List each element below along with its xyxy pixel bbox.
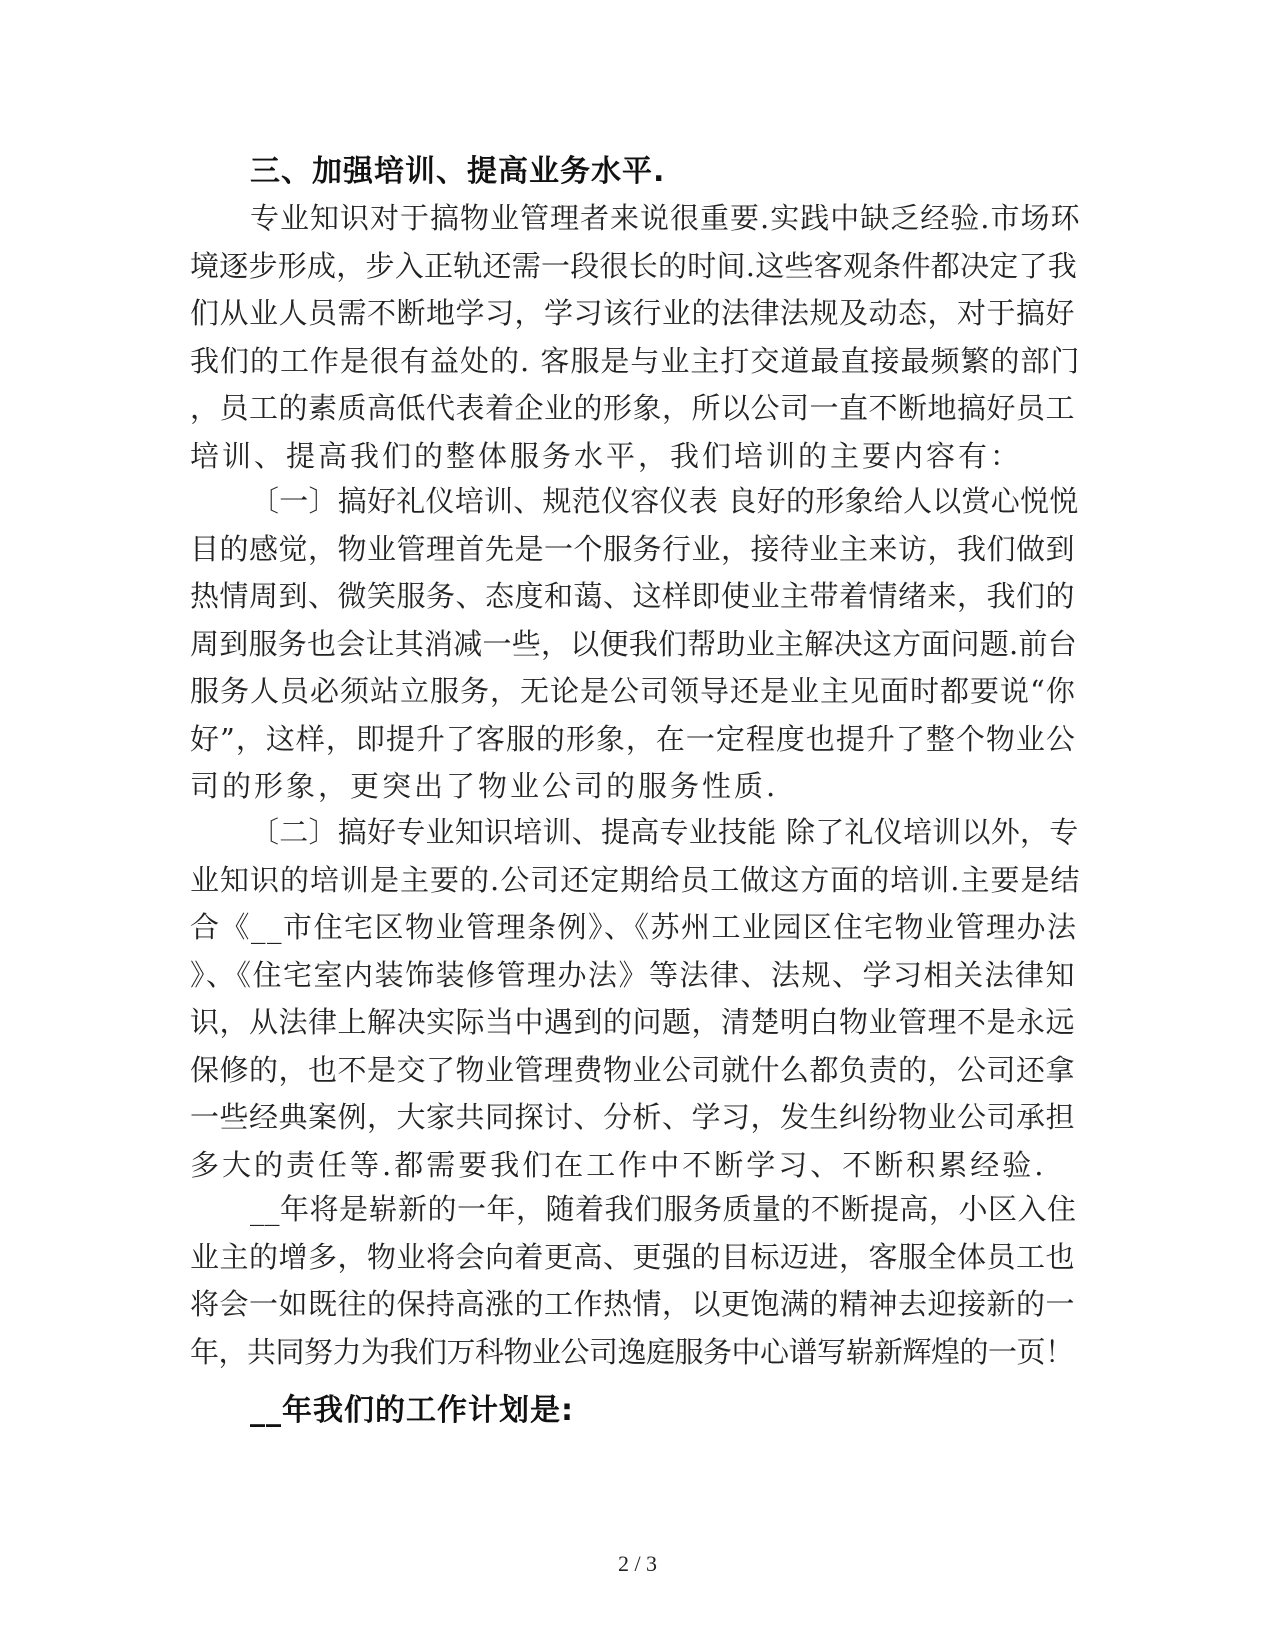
text-line: 〔二〕搞好专业知识培训、提高专业技能 除了礼仪培训以外，专 <box>250 815 1079 849</box>
text-line: 好”，这样，即提升了客服的形象，在一定程度也提升了整个物业公 <box>190 721 1076 756</box>
paragraph-skills-training <box>190 809 1080 1189</box>
text-line: 将会一如既往的保持高涨的工作热情，以更饱满的精神去迎接新的一 <box>190 1287 1076 1321</box>
text-line: 我们的工作是很有益处的. 客服是与业主打交道最直接最频繁的部门 <box>190 343 1081 378</box>
paragraph-professional-knowledge <box>190 195 1080 480</box>
text-line: 司的形象，更突出了物业公司的服务性质. <box>190 769 779 803</box>
text-line: 目的感觉，物业管理首先是一个服务行业，接待业主来访，我们做到 <box>190 531 1076 566</box>
text-line: 业主的增多，物业将会向着更高、更强的目标迈进，客服全体员工也 <box>190 1239 1076 1274</box>
text-line: 们从业人员需不断地学习，学习该行业的法律法规及动态，对于搞好 <box>190 296 1076 330</box>
text-line: 多大的责任等.都需要我们在工作中不断学习、不断积累经验. <box>190 1147 1047 1182</box>
text-line: 一些经典案例，大家共同探讨、分析、学习，发生纠纷物业公司承担 <box>190 1100 1076 1134</box>
text-line: 保修的，也不是交了物业管理费物业公司就什么都负责的，公司还拿 <box>190 1052 1076 1087</box>
text-line: ，员工的素质高低代表着企业的形象，所以公司一直不断地搞好员工 <box>190 391 1076 425</box>
text-line: 合《__市住宅区物业管理条例》、《苏州工业园区住宅物业管理办法 <box>190 910 1078 944</box>
text-line: 》、《住宅室内装饰装修管理办法》等法律、法规、学习相关法律知 <box>190 957 1077 992</box>
text-line: 境逐步形成，步入正轨还需一段很长的时间.这些客观条件都决定了我 <box>190 248 1077 283</box>
text-line: 识，从法律上解决实际当中遇到的问题，清楚明白物业管理不是永远 <box>190 1005 1076 1039</box>
section-heading-training: 三、加强培训、提高业务水平. <box>250 154 666 189</box>
text-line: 周到服务也会让其消减一些，以便我们帮助业主解决这方面问题.前台 <box>190 626 1077 661</box>
text-line: 专业知识对于搞物业管理者来说很重要.实践中缺乏经验.市场环 <box>250 201 1081 235</box>
paragraph-etiquette-training <box>190 478 1080 811</box>
page-number: 2 / 3 <box>617 1551 658 1576</box>
section-heading-work-plan: __年我们的工作计划是: <box>250 1393 574 1428</box>
text-line: 服务人员必须站立服务，无论是公司领导还是业主见面时都要说“你 <box>190 674 1076 708</box>
text-line: 〔一〕搞好礼仪培训、规范仪容仪表 良好的形象给人以赏心悦悦 <box>250 484 1079 518</box>
text-line: __年将是崭新的一年，随着我们服务质量的不断提高，小区入住 <box>250 1192 1077 1226</box>
text-line: 热情周到、微笑服务、态度和蔼、这样即使业主带着情绪来，我们的 <box>190 579 1076 613</box>
text-line: 年，共同努力为我们万科物业公司逸庭服务中心谱写崭新辉煌的一页！ <box>190 1334 1074 1369</box>
text-line: 业知识的培训是主要的.公司还定期给员工做这方面的培训.主要是结 <box>190 862 1081 897</box>
text-line: 培训、提高我们的整体服务水平，我们培训的主要内容有： <box>190 438 1023 473</box>
paragraph-new-year-outlook <box>190 1186 1080 1376</box>
